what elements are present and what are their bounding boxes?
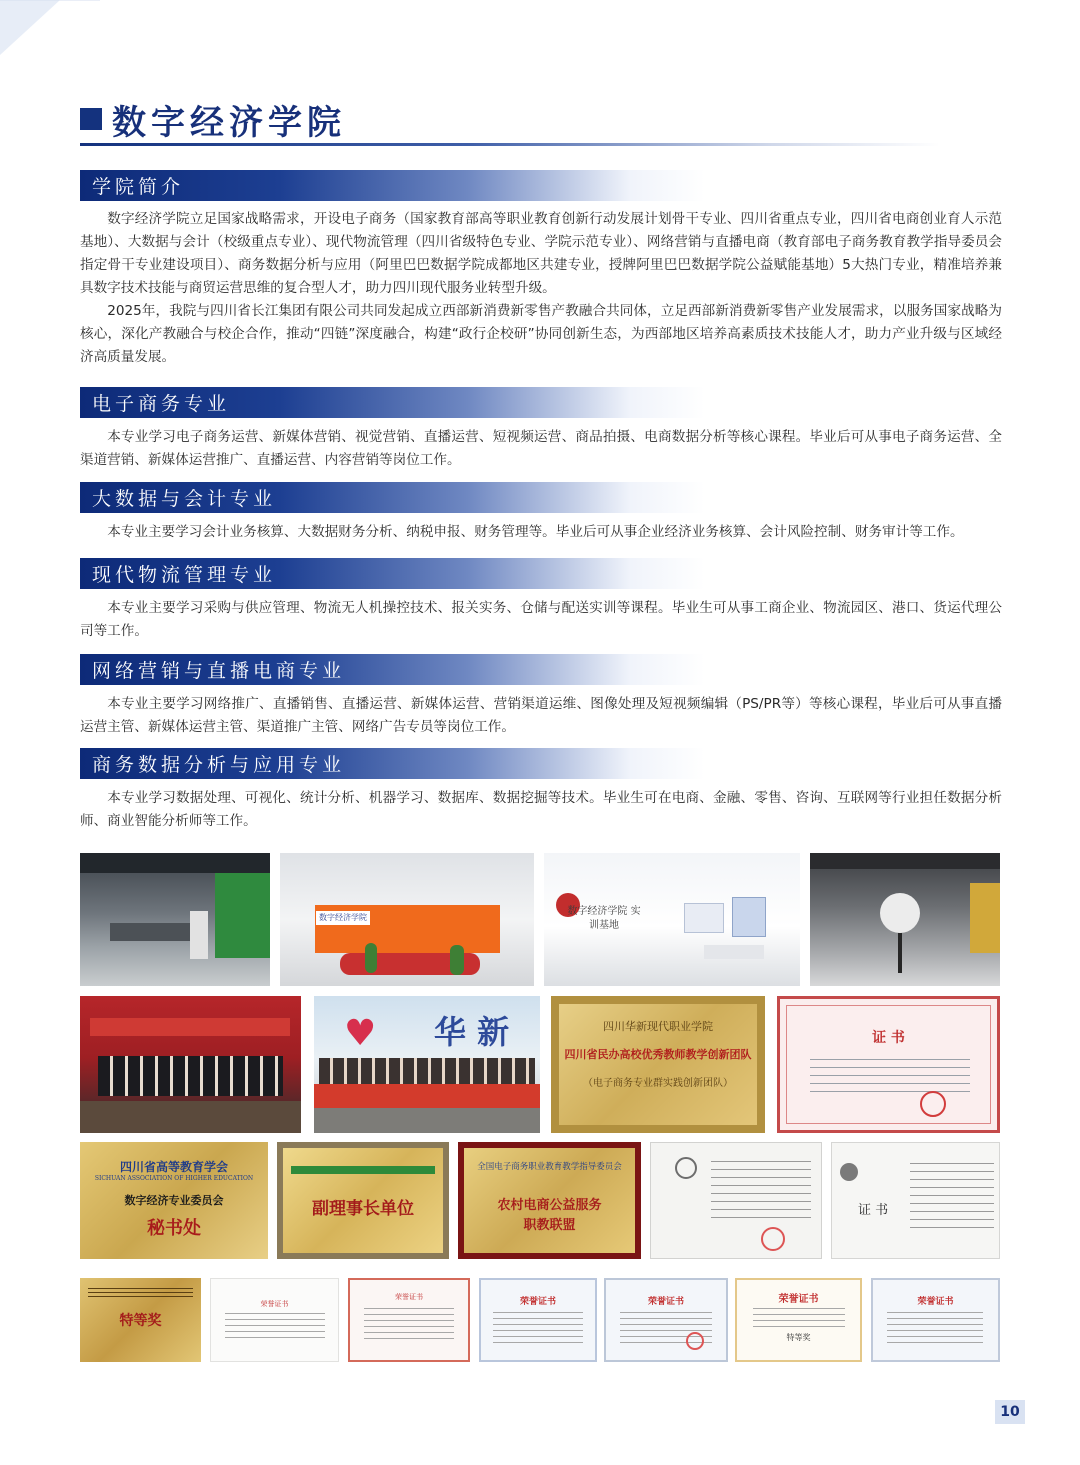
photo-lobby: 数字经济学院 [280,853,534,986]
award-certificate-6: 荣誉证书 [871,1278,1000,1362]
section-heading-data-analysis: 商务数据分析与应用专业 [80,748,705,779]
certificate-3: 证 书 [831,1142,1000,1259]
title-divider [80,143,940,146]
section-heading-live-commerce: 网络营销与直播电商专业 [80,654,705,685]
heart-icon: ♥ [344,1013,377,1054]
certificate-1: 证 书 [777,996,1000,1133]
award-certificate-4: 荣誉证书 [604,1278,728,1362]
plaque-vice-chair: 副理事长单位 [277,1142,449,1259]
photo-group-meeting [80,996,301,1133]
award-certificate-3: 荣誉证书 [479,1278,597,1362]
page-title-text: 数字经济学院 [112,102,346,143]
title-square-icon [80,108,102,130]
section-heading-accounting: 大数据与会计专业 [80,482,705,513]
photo-studio-1 [80,853,270,986]
section-heading-ecommerce: 电子商务专业 [80,387,705,418]
intro-paragraph-1: 数字经济学院立足国家战略需求，开设电子商务（国家教育部高等职业教育创新行动发展计划骨干专业、四川省重点专业，四川省电商创业育人示范基地）、大数据与会计（校级重点专业）、现代物流管理（四川省级特色专业、学院示范专业）、网络营销与直播电商（教育部电子商务教育教学指导委员会指定骨干专业建设项目）、商务数据分析与应用（阿里巴巴数据学院成都地区共建专业，授牌阿里巴巴数据学院公益赋能基地）5大热门专业，精准培养兼具数字技术技能与商贸运营思维的复合型人才，助力四川现代服务业转型升级。 [80,211,1002,296]
photo-training-base: 数字经济学院 实训基地 [544,853,800,986]
plaque-rural-ecommerce: 全国电子商务职业教育教学指导委员会 农村电商公益服务 职教联盟 [458,1142,641,1259]
plaque-higher-education-society: 四川省高等教育学会 SICHUAN ASSOCIATION OF HIGHER EDUCATION 数字经济专业委员会 秘书处 [80,1142,268,1259]
logistics-paragraph: 本专业主要学习采购与供应管理、物流无人机操控技术、报关实务、仓储与配送实训等课程。毕业生可从事工商企业、物流园区、港口、货运代理公司等工作。 [80,600,1002,639]
certificate-2 [650,1142,822,1259]
section-heading-logistics: 现代物流管理专业 [80,558,705,589]
ecommerce-paragraph: 本专业学习电子商务运营、新媒体营销、视觉营销、直播运营、短视频运营、商品拍摄、电商数据分析等核心课程。毕业后可从事电子商务运营、全渠道营销、新媒体运营推广、直播运营、内容营销等岗位工作。 [80,429,1002,468]
intro-paragraph-2: 2025年，我院与四川省长江集团有限公司共同发起成立西部新消费新零售产教融合共同体，立足西部新消费新零售产业发展需求，以服务国家战略为核心，深化产教融合与校企合作，推动“四链”深度融合，构建“政行企校研”协同创新生态，为西部地区培养高素质技术技能人才，助力产业升级与区域经济高质量发展。 [80,303,1002,365]
corner-decoration [0,0,110,70]
plaque-teaching-team: 四川华新现代职业学院 四川省民办高校优秀教师教学创新团队 （电子商务专业群实践创新团队） [551,996,765,1133]
award-special-prize: 特等奖 [80,1278,201,1362]
award-certificate-5: 荣誉证书 特等奖 [735,1278,862,1362]
photo-group-banner: ♥ 华 新 [314,996,540,1133]
section-heading-intro: 学院简介 [80,170,705,201]
page-title [80,97,346,141]
accounting-paragraph: 本专业主要学习会计业务核算、大数据财务分析、纳税申报、财务管理等。毕业后可从事企业经济业务核算、会计风险控制、财务审计等工作。 [107,524,964,540]
photo-studio-2 [810,853,1000,986]
award-certificate-2: 荣誉证书 [348,1278,470,1362]
award-certificate-1: 荣誉证书 [210,1278,339,1362]
data-analysis-paragraph: 本专业学习数据处理、可视化、统计分析、机器学习、数据库、数据挖掘等技术。毕业生可在电商、金融、零售、咨询、互联网等行业担任数据分析师、商业智能分析师等工作。 [80,790,1002,829]
page-number: 10 [995,1400,1025,1424]
live-commerce-paragraph: 本专业主要学习网络推广、直播销售、直播运营、新媒体运营、营销渠道运维、图像处理及短视频编辑（PS/PR等）等核心课程，毕业后可从事直播运营主管、新媒体运营主管、渠道推广主管、网络广告专员等岗位工作。 [80,696,1002,735]
